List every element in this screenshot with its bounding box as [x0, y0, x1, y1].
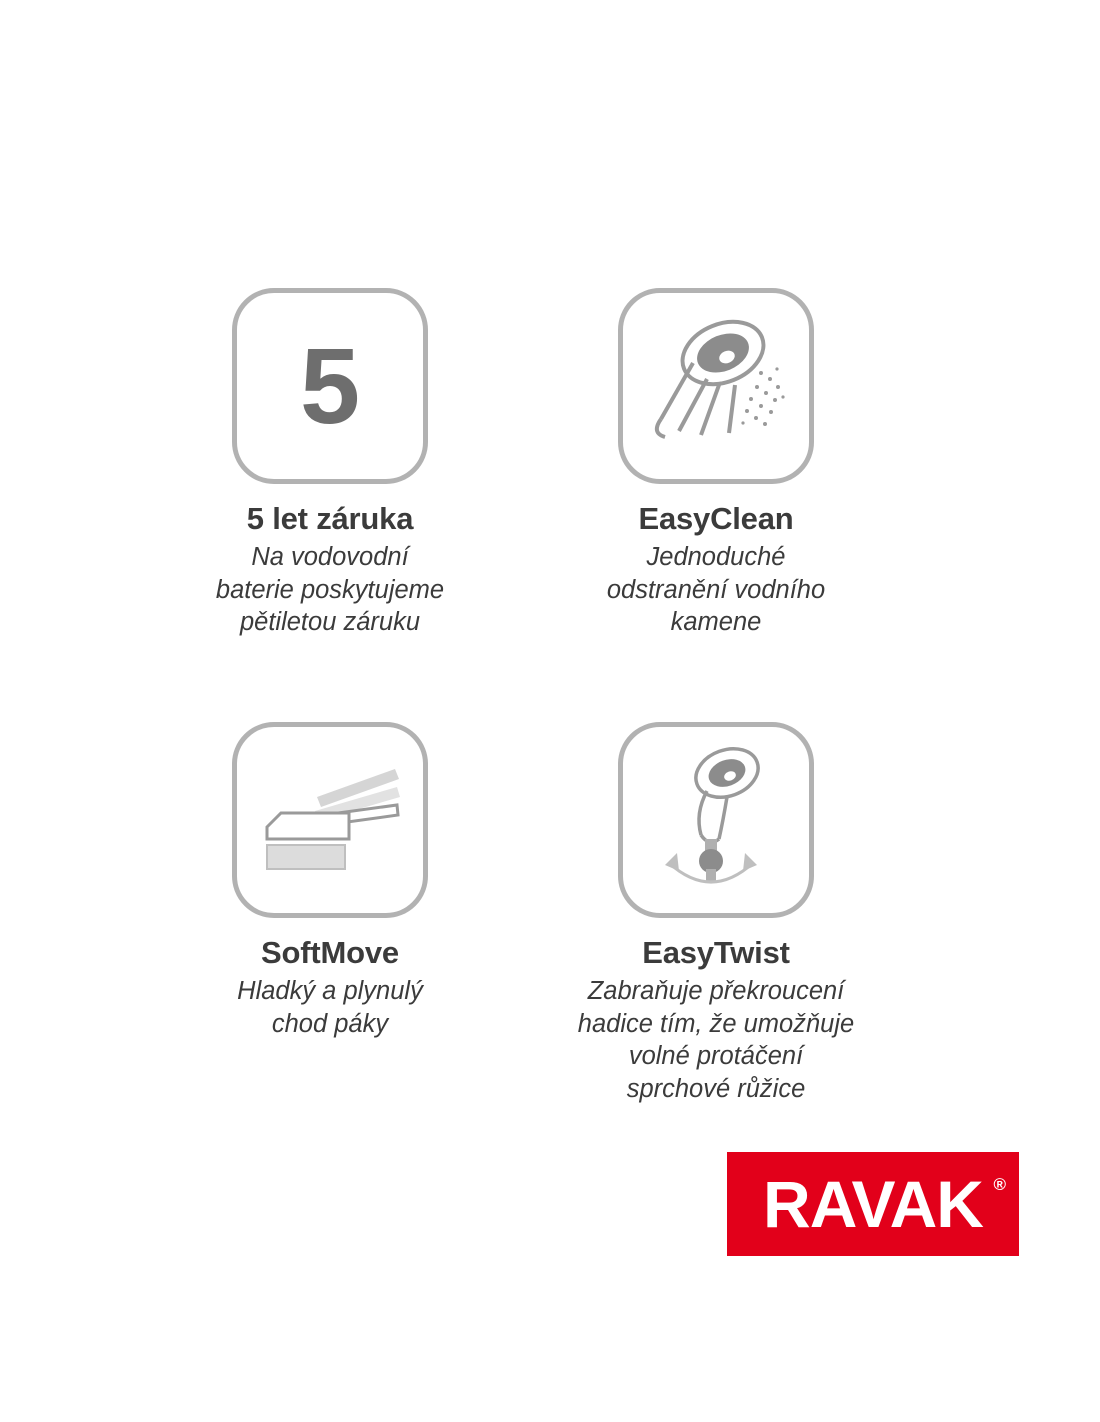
feature-description-line: volné protáčení — [628, 1042, 804, 1071]
feature-title: 5 let záruka — [246, 501, 414, 536]
feature-description-line: kamene — [670, 608, 762, 637]
feature-description — [160, 975, 500, 1040]
ravak-logo — [727, 1152, 1019, 1256]
feature-title: SoftMove — [261, 935, 399, 970]
feature-description-line: Na vodovodní — [251, 543, 409, 572]
feature-description-line: Hladký a plynulý — [237, 977, 423, 1006]
feature-title: EasyClean — [638, 501, 794, 536]
faucet-lever-graphic — [245, 735, 415, 905]
faucet-lever-icon — [232, 722, 428, 918]
shower-head-spray-icon — [618, 288, 814, 484]
feature-description-line: odstranění vodního — [606, 575, 826, 604]
feature-description-line: pětiletou záruku — [239, 608, 421, 637]
feature-description-line: hadice tím, že umožňuje — [577, 1009, 855, 1038]
feature-description-line: baterie poskytujeme — [215, 575, 445, 604]
feature-description-line: Jednoduché — [646, 543, 786, 572]
feature-card-warranty — [160, 288, 500, 639]
warranty-years-number: 5 — [299, 325, 361, 446]
feature-description — [546, 541, 886, 639]
feature-description-line: chod páky — [271, 1009, 389, 1038]
shower-head-spray-graphic — [631, 301, 801, 471]
feature-card-softmove — [160, 722, 500, 1040]
hand-shower-rotating-icon — [618, 722, 814, 918]
feature-description — [160, 541, 500, 639]
ravak-logo-text: RAVAK — [763, 1167, 983, 1241]
feature-title: EasyTwist — [642, 935, 790, 970]
hand-shower-rotating-graphic — [631, 735, 801, 905]
feature-description — [546, 975, 886, 1106]
feature-card-easytwist — [546, 722, 886, 1106]
registered-trademark-mark: ® — [993, 1175, 1005, 1194]
feature-card-easyclean — [546, 288, 886, 639]
feature-description-line: Zabraňuje překroucení — [587, 977, 845, 1006]
feature-description-line: sprchové růžice — [626, 1074, 806, 1103]
warranty-5-years-icon — [232, 288, 428, 484]
